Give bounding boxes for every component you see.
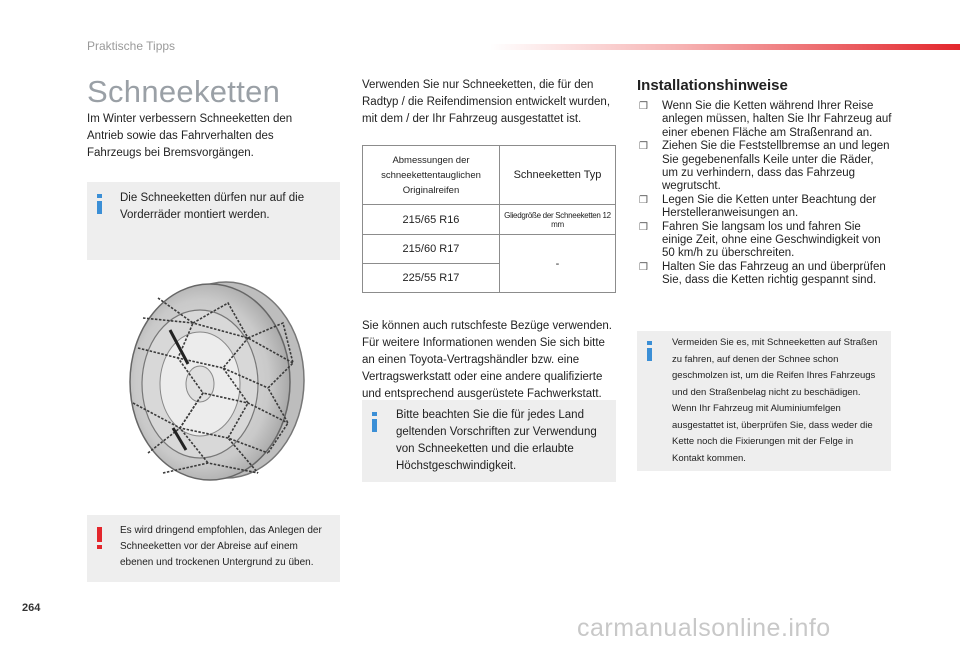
table-cell-size: 225/55 R17 <box>363 264 500 293</box>
snow-chain-tire-illustration <box>118 278 318 488</box>
info-icon <box>647 341 652 361</box>
info-front-text: Die Schneeketten dürfen nur auf die Vorderräder montiert werden. <box>120 192 305 221</box>
list-item <box>637 221 892 261</box>
table-cell-type: Gliedgröße der Schneeketten 12 mm <box>500 205 616 235</box>
header-accent-bar <box>490 44 960 50</box>
step-text: Ziehen Sie die Feststellbremse an und legen Sie gegebenenfalls Keile unter die Räder, um zu verhindern, dass das Fahrzeug wegrutscht. <box>662 140 890 193</box>
list-item <box>637 100 892 140</box>
intro-text: Im Winter verbessern Schneeketten den Antrieb sowie das Fahrverhalten des Fahrzeugs bei Bremsvorgängen. <box>87 113 293 159</box>
table-cell-size: 215/65 R16 <box>363 205 500 235</box>
step-text: Fahren Sie langsam los und fahren Sie einige Zeit, ohne eine Geschwindigkeit von 50 km/h zu überschreiten. <box>662 220 881 260</box>
column2-intro-text: Verwenden Sie nur Schneeketten, die für den Radtyp / die Reifendimension entwickelt wurden, mit dem / der Ihr Fahrzeug ausgestattet ist. <box>362 79 611 125</box>
list-item <box>637 261 892 288</box>
table-row <box>363 235 616 264</box>
step-text: Wenn Sie die Ketten während Ihrer Reise anlegen müssen, halten Sie Ihr Fahrzeug auf einer ebenen Fläche am Straßenrand an. <box>662 100 892 139</box>
checkbox-bullet-icon: ❒ <box>639 101 648 112</box>
info-regulations-text: Bitte beachten Sie die für jedes Land geltenden Vorschriften zur Verwendung von Schneeketten und die erlaubte Höchstgeschwindigkeit. <box>396 409 597 472</box>
section-header: Praktische Tipps <box>87 39 176 53</box>
step-text: Legen Sie die Ketten unter Beachtung der Herstelleranweisungen an. <box>662 193 877 220</box>
info-alloy-text: Vermeiden Sie es, mit Schneeketten auf Straßen zu fahren, auf denen der Schnee schon geschmolzen ist, um die Reifen Ihres Fahrzeugs und den Straßenbelag nicht zu beschädigen. Wenn Ihr Fahrzeug mit Aluminiumfelgen ausgestattet ist, überprüfen Sie, dass weder die Kette noch die Fixierungen mit der Felge in Kontakt kommen. <box>672 337 878 464</box>
page-title: Schneeketten <box>87 74 281 109</box>
installation-steps <box>637 100 892 288</box>
tire-size-table <box>362 145 616 293</box>
table-cell-size: 215/60 R17 <box>363 235 500 264</box>
table-header-type: Schneeketten Typ <box>500 146 616 205</box>
checkbox-bullet-icon: ❒ <box>639 194 648 206</box>
watermark: carmanualsonline.info <box>577 614 831 642</box>
checkbox-bullet-icon: ❒ <box>639 261 648 273</box>
info-box-alloy-rims <box>637 331 891 471</box>
info-box-regulations <box>362 400 616 482</box>
warning-box <box>87 515 340 582</box>
table-header-sizes: Abmessungen der schneekettentauglichen Originalreifen <box>363 146 500 205</box>
table-row <box>363 205 616 235</box>
warning-icon <box>97 527 102 549</box>
info-icon <box>97 194 102 214</box>
warning-text: Es wird dringend empfohlen, das Anlegen der Schneeketten vor der Abreise auf einem ebenen und trockenen Untergrund zu üben. <box>120 525 322 568</box>
list-item <box>637 194 892 221</box>
info-box-front-wheels <box>87 182 340 260</box>
installation-title: Installationshinweise <box>637 77 788 94</box>
list-item <box>637 140 892 194</box>
page-number: 264 <box>22 602 41 614</box>
checkbox-bullet-icon: ❒ <box>639 221 648 233</box>
checkbox-bullet-icon: ❒ <box>639 141 648 153</box>
info-icon <box>372 412 377 432</box>
table-cell-type: - <box>500 235 616 293</box>
column2-middle-text: Sie können auch rutschfeste Bezüge verwenden. Für weitere Informationen wenden Sie sich bitte an einen Toyota-Vertragshändler bzw. eine Vertragswerkstatt oder eine andere qualifizierte und entsprechend ausgerüstete Fachwerkstatt. <box>362 320 612 400</box>
step-text: Halten Sie das Fahrzeug an und überprüfen Sie, dass die Ketten richtig gespannt sind. <box>662 260 886 287</box>
